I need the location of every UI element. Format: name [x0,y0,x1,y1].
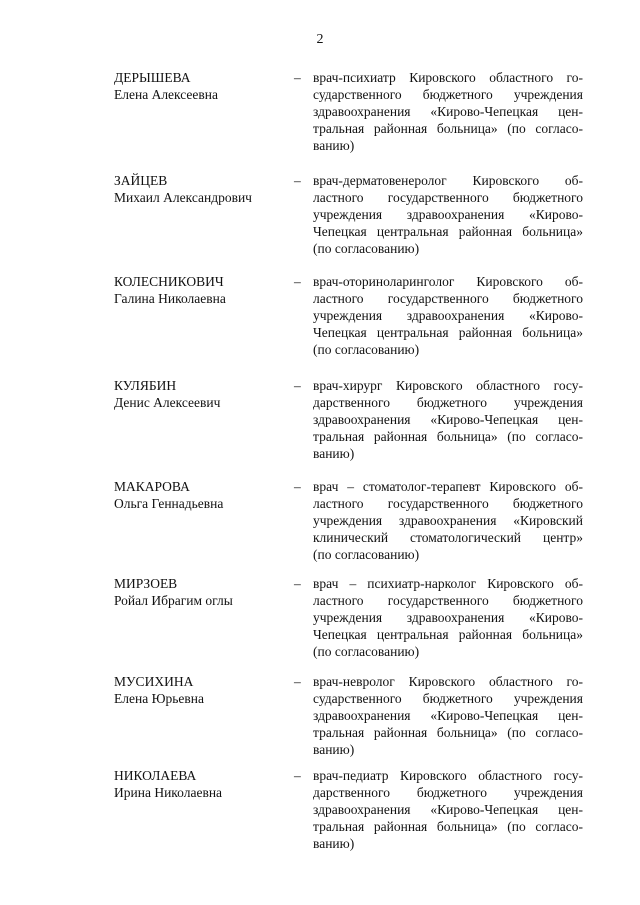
member-role [313,575,583,660]
member-surname: МУСИХИНА [114,674,194,689]
member-role [313,767,583,852]
role-line: врач – психиатр-нарколог Кировского об- [313,576,583,591]
member-name [114,377,289,411]
member-surname: МИРЗОЕВ [114,576,178,591]
member-name [114,575,289,609]
member-given-names: Денис Алексеевич [114,395,221,410]
dash: – [294,173,301,188]
role-line: здравоохранения «Кирово-Чепецкая цен- [313,104,583,119]
role-line: дарственного бюджетного учреждения [313,785,583,800]
role-line: здравоохранения «Кирово-Чепецкая цен- [313,802,583,817]
role-line: учреждения здравоохранения «Кирово- [313,610,583,625]
member-role [313,377,583,462]
role-line: клинический стоматологический центр» [313,530,583,545]
role-line: ванию) [313,742,355,757]
member-name [114,172,289,206]
role-line: ластного государственного бюджетного [313,190,583,205]
role-line: тральная районная больница» (по согласо- [313,819,583,834]
role-line: (по согласованию) [313,241,420,256]
role-line: врач-педиатр Кировского областного госу- [313,768,583,783]
role-line: (по согласованию) [313,547,420,562]
role-line: ластного государственного бюджетного [313,593,583,608]
member-given-names: Елена Алексеевна [114,87,218,102]
role-line: ластного государственного бюджетного [313,291,583,306]
role-line: Чепецкая центральная районная больница» [313,325,583,340]
member-surname: КОЛЕСНИКОВИЧ [114,274,224,289]
role-line: тральная районная больница» (по согласо- [313,121,583,136]
member-given-names: Галина Николаевна [114,291,226,306]
role-line: учреждения здравоохранения «Кирово- [313,207,583,222]
role-line: тральная районная больница» (по согласо- [313,725,583,740]
role-line: врач-оториноларинголог Кировского об- [313,274,583,289]
dash: – [294,70,301,85]
member-given-names: Ройал Ибрагим оглы [114,593,233,608]
member-surname: ДЕРЫШЕВА [114,70,191,85]
role-line: врач – стоматолог-терапевт Кировского об- [313,479,583,494]
dash: – [294,674,301,689]
role-line: здравоохранения «Кирово-Чепецкая цен- [313,708,583,723]
dash: – [294,378,301,393]
role-line: (по согласованию) [313,644,420,659]
role-line: тральная районная больница» (по согласо- [313,429,583,444]
member-surname: МАКАРОВА [114,479,190,494]
member-surname: КУЛЯБИН [114,378,177,393]
member-given-names: Ольга Геннадьевна [114,496,224,511]
role-line: врач-дерматовенеролог Кировского об- [313,173,583,188]
role-line: (по согласованию) [313,342,420,357]
role-line: Чепецкая центральная районная больница» [313,627,583,642]
dash: – [294,576,301,591]
member-role [313,172,583,257]
member-role [313,673,583,758]
role-line: здравоохранения «Кирово-Чепецкая цен- [313,412,583,427]
role-line: сударственного бюджетного учреждения [313,87,583,102]
member-surname: НИКОЛАЕВА [114,768,197,783]
role-line: врач-психиатр Кировского областного го- [313,70,583,85]
role-line: учреждения здравоохранения «Кировский [313,513,583,528]
member-role [313,273,583,358]
role-line: учреждения здравоохранения «Кирово- [313,308,583,323]
member-name [114,69,289,103]
role-line: ванию) [313,446,355,461]
member-surname: ЗАЙЦЕВ [114,173,168,188]
member-role [313,69,583,154]
role-line: сударственного бюджетного учреждения [313,691,583,706]
member-given-names: Михаил Александрович [114,190,252,205]
member-name [114,767,289,801]
member-role [313,478,583,563]
member-given-names: Ирина Николаевна [114,785,223,800]
role-line: врач-невролог Кировского областного го- [313,674,583,689]
dash: – [294,274,301,289]
role-line: ванию) [313,138,355,153]
dash: – [294,768,301,783]
member-name [114,478,289,512]
role-line: врач-хирург Кировского областного госу- [313,378,583,393]
role-line: дарственного бюджетного учреждения [313,395,583,410]
role-line: Чепецкая центральная районная больница» [313,224,583,239]
role-line: ванию) [313,836,355,851]
dash: – [294,479,301,494]
member-given-names: Елена Юрьевна [114,691,204,706]
member-name [114,673,289,707]
role-line: ластного государственного бюджетного [313,496,583,511]
member-name [114,273,289,307]
page-number: 2 [316,32,324,47]
